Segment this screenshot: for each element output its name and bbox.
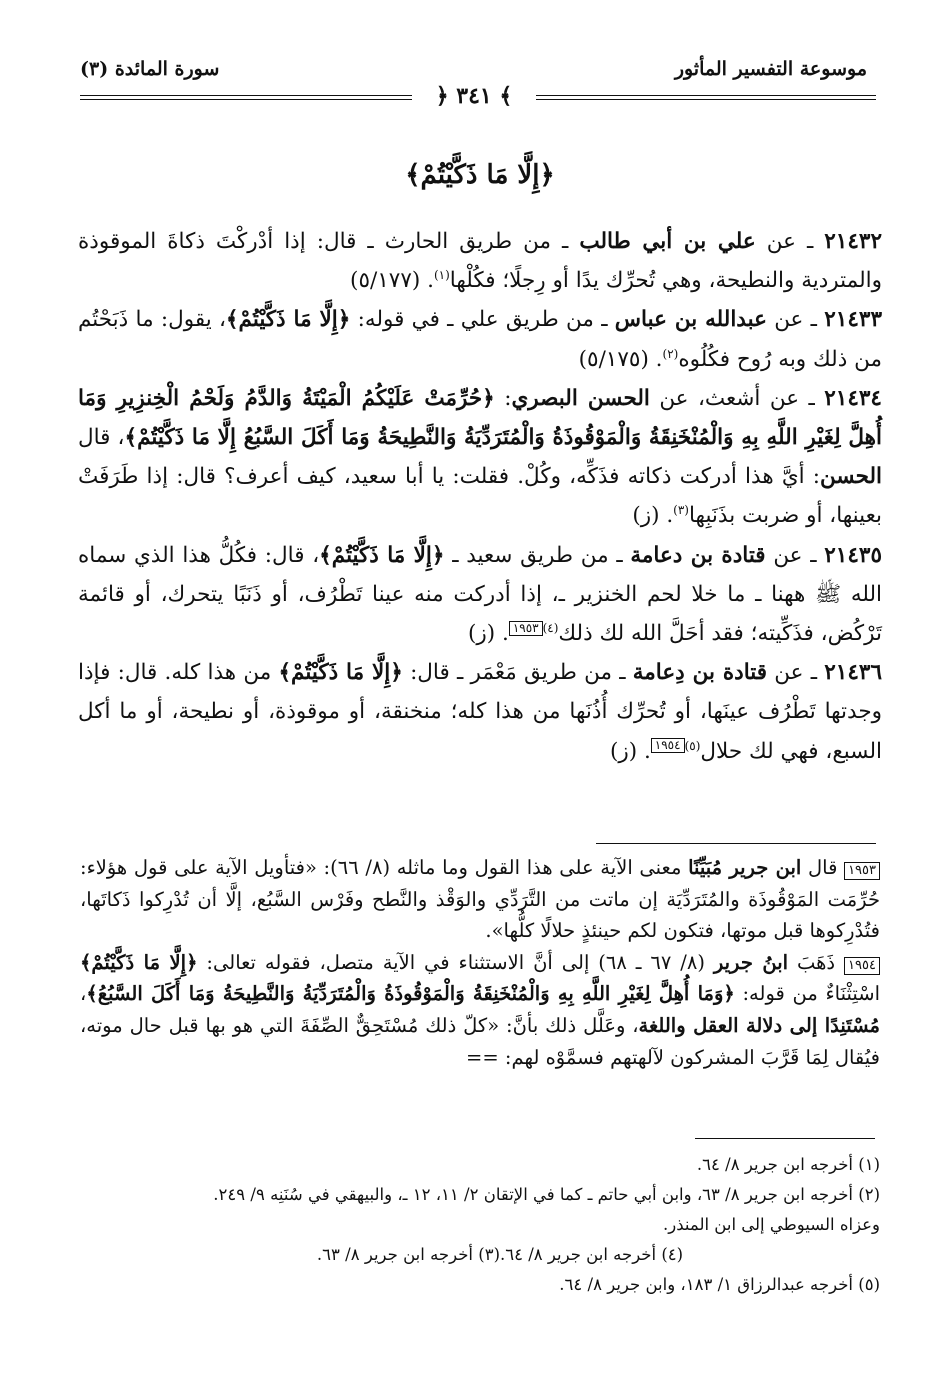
quran-verse: ﴿حُرِّمَتْ عَلَيْكُمُ الْمَيْتَةُ وَالدَّمُ وَلَحْمُ الْخِنزِيرِ وَمَا أُهِلَّ لِغَيْرِ اللَّهِ بِهِ وَالْمُنْخَنِقَةُ وَالْمَوْقُوذَةُ وَالْمُتَرَدِّيَةُ وَالنَّطِيحَةُ وَمَا أَكَلَ السَّبُعُ إِلَّا مَا ذَكَّيْتُمْ﴾ — [78, 385, 882, 451]
narration-text: من هذا كله. قال: فإذا وجدتها تَطْرُف عينَها، أو تُحرِّك أُذُنَها من هذا كله؛ منخنقة، أو موقوذة، أو نطيحة، أو ما أكل السبع، فهي لك حلال — [78, 660, 882, 764]
commentary-note — [80, 852, 880, 947]
notes-separator — [596, 843, 876, 844]
note-ref-box: ١٩٥٣ — [509, 621, 543, 636]
narration-text: ـ عن — [765, 542, 825, 568]
footnote: (٢) أخرجه ابن جرير ٨/ ٦٣، وابن أبي حاتم ـ كما في الإتقان ٢/ ١١، ١٢ ـ، والبيهقي في سُنَنِه ٩/ ٢٤٩. — [213, 1185, 880, 1204]
quran-verse: ﴿وَمَا أُهِلَّ لِغَيْرِ اللَّهِ بِهِ وَالْمُنْخَنِقَةُ وَالْمَوْقُوذَةُ وَالْمُتَرَدِّيَةُ وَالنَّطِيحَةُ وَمَا أَكَلَ السَّبُعُ﴾ — [86, 982, 735, 1006]
note-number-box: ١٩٥٣ — [844, 862, 880, 880]
footnote: (٣) أخرجه ابن جرير ٨/ ٦٣. — [316, 1245, 500, 1264]
footnotes — [80, 1150, 880, 1300]
narration — [78, 300, 882, 378]
narration-text: ـ من طريق علي ـ في قوله: — [350, 307, 615, 333]
scholar-name: ابن جرير — [729, 856, 802, 879]
source-ref: . (٥/١٧٥) — [578, 346, 663, 372]
note-text: ، — [80, 982, 87, 1006]
commentary-note — [80, 947, 880, 1073]
footnote-marker: (٢) — [662, 346, 679, 361]
narration-text: ـ عن — [755, 229, 825, 254]
commentary-notes — [80, 852, 880, 1073]
source-ref: . (ز) — [467, 621, 509, 647]
quran-verse: ﴿إِلَّا مَا ذَكَّيْتُمْ﴾ — [278, 660, 403, 686]
footnote-marker: (١) — [433, 268, 450, 283]
narration-text: ـ من طريق الحارث ـ قال: إذا أدْركْتَ ذكاةَ الموقوذة والمتردية والنطيحة، وهي تُحرِّك يدًا أو رِجلًا؛ فكُلْها — [78, 229, 882, 294]
note-ref-box: ١٩٥٤ — [651, 738, 685, 753]
narrations — [78, 222, 882, 771]
narration-text: ، قال — [78, 425, 125, 451]
note-number-box: ١٩٥٤ — [844, 957, 880, 975]
quran-verse: ﴿إِلَّا مَا ذَكَّيْتُمْ﴾ — [225, 307, 351, 333]
narration-text: : — [494, 385, 512, 411]
scholar-name: ابنُ جرير — [713, 950, 789, 974]
verse-heading: ﴿إِلَّا مَا ذَكَّيْتُمْ﴾ — [405, 160, 555, 190]
narration-number: ٢١٤٣٣ — [824, 307, 882, 333]
narration-number: ٢١٤٣٤ — [824, 385, 882, 411]
surah-title: سورة المائدة (٣) — [80, 58, 220, 80]
narration-text: : أيَّ هذا أدركت ذكاته فذَكِّه، وكُلْ. فقلت: يا أبا سعيد، كيف أعرف؟ قال: إذا طَرَفَتْ بعينها، أو ضربت بذَنَبِها — [78, 464, 882, 529]
narration — [78, 653, 882, 771]
narration-text: ـ عن أشعث، عن — [649, 385, 825, 411]
narration-text: ـ من طريق سعيد ـ — [444, 542, 631, 568]
note-text: (٨/ ٦٧ ـ ٦٨) إلى أنَّ الاستثناء في الآية متصل، فقوله تعالى: — [197, 950, 714, 974]
footnotes-separator — [695, 1138, 875, 1139]
narration-text: ـ من طريق مَعْمَر ـ قال: — [402, 660, 633, 686]
narrator-name: عبدالله بن عباس — [614, 307, 767, 333]
note-text: اسْتِثْنَاءٌ من قوله: — [734, 982, 881, 1006]
narrator-name: قتادة بن دعامة — [630, 542, 766, 568]
source-ref: . (٥/١٧٧) — [350, 268, 434, 294]
narration-text: ، يقول: ما ذَبَحْتُم من ذلك وبه رُوح فكُلُوه — [78, 307, 882, 372]
quran-verse: ﴿إِلَّا مَا ذَكَّيْتُمْ﴾ — [319, 542, 445, 568]
quran-verse: ﴿إِلَّا مَا ذَكَّيْتُمْ﴾ — [80, 950, 198, 974]
narration — [78, 222, 882, 300]
footnote: وعزاه السيوطي إلى ابن المنذر. — [663, 1215, 880, 1234]
narration-text: ـ عن — [767, 660, 825, 686]
header-rule-left — [80, 95, 412, 100]
source-ref: . (ز) — [609, 738, 651, 764]
narrator-name: الحسن — [820, 464, 882, 490]
footnote: (٤) أخرجه ابن جرير ٨/ ٦٤. — [500, 1245, 684, 1264]
narrator-name: علي بن أبي طالب — [579, 229, 756, 254]
footnote-marker: (٣) — [673, 503, 689, 518]
narration-text: ـ عن — [766, 307, 825, 333]
page-number: ﴿ ٣٤١ ﴾ — [435, 83, 513, 109]
narrator-name: الحسن البصري — [511, 385, 650, 411]
narration — [78, 536, 882, 654]
footnote: (١) أخرجه ابن جرير ٨/ ٦٤. — [696, 1155, 880, 1174]
note-text: ، وعَلَّل ذلك بأنَّ: «كلّ ذلك مُسْتَحِقٌّ الصِّفَةَ التي هو بها قبل حال موته، فيُقال لِمَا قَرَّبَ المشركون لآلهتهم فسمَّوْه لهم: == — [80, 1013, 880, 1069]
narration-number: ٢١٤٣٢ — [824, 229, 882, 254]
footnote-marker: (٥) — [684, 738, 701, 753]
note-text: مُسْتَنِدًا إلى دلالة العقل واللغة — [638, 1013, 880, 1037]
narration — [78, 379, 882, 536]
narration-text: ، قال: فكُلُّ هذا الذي سماه الله ﷺ ههنا ـ ما خلا لحم الخنزير ـ، إذا أدركت منه عينا تَطْرُف، أو ذَنَبًا يتحرك، أو قائمة تَرْكُض، فذَكِّيته؛ فقد أحَلَّ الله لك ذلك — [78, 542, 882, 647]
footnote-row — [80, 1240, 880, 1270]
note-text: معنى الآية على هذا القول وما ماثله (٨/ ٦٦): «فتأويل الآية على قول هؤلاء: حُرِّمَت المَوْقُوذَة والمُتَرَدِّيَة إن ماتت من التَّرَدِّي والوَقْذ والنَّطح وفَرْس السَّبُع، إلَّا أن تُدْرِكوا ذَكاتَها، فتُدْرِكوها قبل موتها، فتكون لكم حينئذٍ حلالًا كلُّها». — [80, 856, 880, 943]
narration-number: ٢١٤٣٥ — [824, 542, 882, 568]
book-title: موسوعة التفسير المأثور — [674, 58, 867, 80]
note-text: قال — [801, 856, 845, 879]
source-ref: . (ز) — [632, 503, 674, 529]
header-rule-right — [536, 95, 876, 100]
narrator-name: قتادة بن دِعامة — [632, 660, 768, 686]
footnote-marker: (٤) — [542, 620, 559, 635]
note-text: مُبَيِّنًا — [688, 856, 730, 879]
footnote: (٥) أخرجه عبدالرزاق ١/ ١٨٣، وابن جرير ٨/ ٦٤. — [559, 1275, 880, 1294]
narration-number: ٢١٤٣٦ — [824, 660, 882, 686]
note-text: ذَهَبَ — [788, 950, 845, 974]
